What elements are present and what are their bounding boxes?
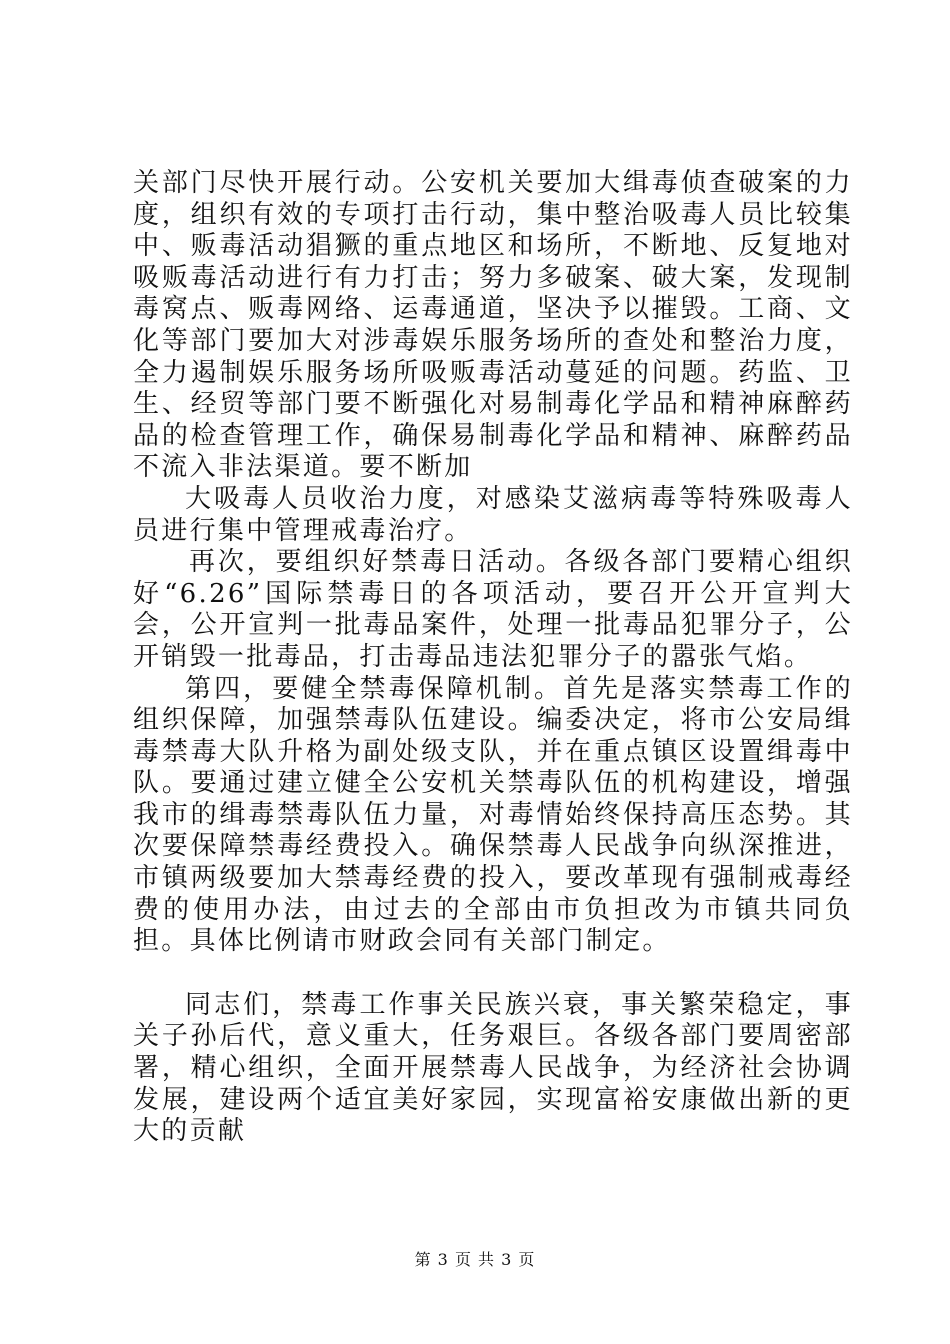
paragraph-4: 第四，要健全禁毒保障机制。首先是落实禁毒工作的组织保障，加强禁毒队伍建设。编委决定，将市公安局缉毒禁毒大队升格为副处级支队，并在重点镇区设置缉毒中队。要通过建立健全公安机关禁毒队伍的机构建设，增强我市的缉毒禁毒队伍力量，对毒情始终保持高压态势。其次要保障禁毒经费投入。确保禁毒人民战争向纵深推进，市镇两级要加大禁毒经费的投入，要改革现有强制戒毒经费的使用办法，由过去的全部由市负担改为市镇共同负担。具体比例请市财政会同有关部门制定。 bbox=[133, 673, 853, 957]
paragraph-2: 大吸毒人员收治力度，对感染艾滋病毒等特殊吸毒人员进行集中管理戒毒治疗。 bbox=[133, 483, 853, 546]
paragraph-1: 关部门尽快开展行动。公安机关要加大缉毒侦查破案的力度，组织有效的专项打击行动，集中整治吸毒人员比较集中、贩毒活动猖獗的重点地区和场所，不断地、反复地对吸贩毒活动进行有力打击；努力多破案、破大案，发现制毒窝点、贩毒网络、运毒通道，坚决予以摧毁。工商、文化等部门要加大对涉毒娱乐服务场所的查处和整治力度，全力遏制娱乐服务场所吸贩毒活动蔓延的问题。药监、卫生、经贸等部门要不断强化对易制毒化学品和精神麻醉药品的检查管理工作，确保易制毒化学品和精神、麻醉药品不流入非法渠道。要不断加 bbox=[133, 168, 853, 483]
page-number-footer: 第 3 页 共 3 页 bbox=[414, 1250, 536, 1269]
paragraph-spacer bbox=[133, 958, 853, 990]
paragraph-3: 再次，要组织好禁毒日活动。各级各部门要精心组织好“6.26”国际禁毒日的各项活动，要召开公开宣判大会，公开宣判一批毒品案件，处理一批毒品犯罪分子，公开销毁一批毒品，打击毒品违法犯罪分子的嚣张气焰。 bbox=[133, 547, 853, 672]
document-body bbox=[133, 168, 853, 1148]
paragraph-5: 同志们，禁毒工作事关民族兴衰，事关繁荣稳定，事关子孙后代，意义重大，任务艰巨。各级各部门要周密部署，精心组织，全面开展禁毒人民战争，为经济社会协调发展，建设两个适宜美好家园，实现富裕安康做出新的更大的贡献 bbox=[133, 989, 853, 1147]
